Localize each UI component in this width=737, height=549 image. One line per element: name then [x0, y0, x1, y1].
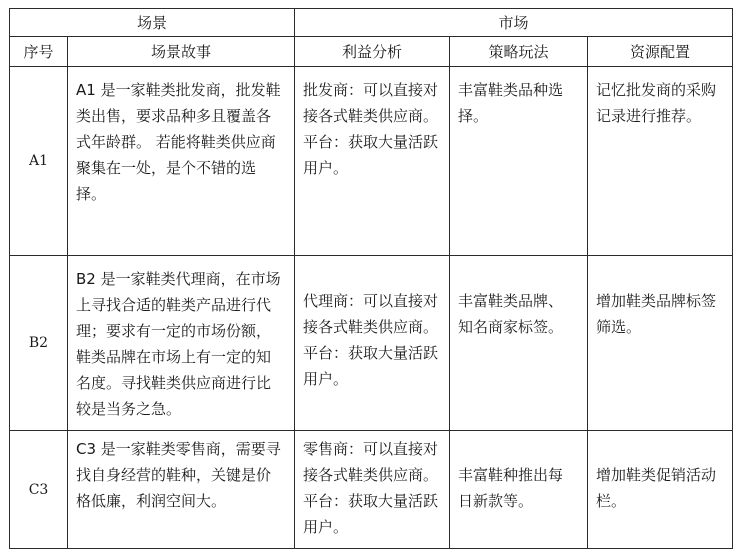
column-header-resource: 资源配置 [588, 37, 733, 67]
benefit-cell [295, 256, 450, 431]
strategy-cell [450, 67, 588, 256]
group-header-row [10, 9, 733, 37]
column-header-benefit: 利益分析 [295, 37, 450, 67]
column-header-strategy: 策略玩法 [450, 37, 588, 67]
column-header-id: 序号 [10, 37, 68, 67]
row-id: A1 [10, 67, 68, 256]
benefit-cell [295, 431, 450, 549]
row-id: B2 [10, 256, 68, 431]
resource-text: 记忆批发商的采购记录进行推荐。 [596, 81, 717, 125]
group-header-market: 市场 [295, 9, 733, 37]
story-cell [68, 431, 295, 549]
row-id: C3 [10, 431, 68, 549]
strategy-text: 丰富鞋类品种选择。 [458, 81, 564, 125]
group-header-scenario: 场景 [10, 9, 295, 37]
resource-cell [588, 256, 733, 431]
resource-text: 增加鞋类促销活动栏。 [596, 466, 717, 510]
strategy-cell [450, 431, 588, 549]
resource-cell [588, 67, 733, 256]
benefit-text: 代理商：可以直接对接各式鞋类供应商。 平台：获取大量活跃用户。 [303, 292, 439, 388]
resource-text: 增加鞋类品牌标签筛选。 [596, 292, 717, 336]
column-header-story: 场景故事 [68, 37, 295, 67]
story-cell [68, 67, 295, 256]
strategy-text: 丰富鞋种推出每日新款等。 [458, 466, 564, 510]
strategy-text: 丰富鞋类品牌、知名商家标签。 [458, 292, 564, 336]
benefit-cell [295, 67, 450, 256]
table-row [10, 431, 733, 549]
table-row [10, 256, 733, 431]
resource-cell [588, 431, 733, 549]
story-text: B2 是一家鞋类代理商，在市场上寻找合适的鞋类产品进行代理；要求有一定的市场份额，鞋类品牌在市场上有一定的知名度。寻找鞋类供应商进行比较是当务之急。 [76, 270, 281, 418]
story-text: A1 是一家鞋类批发商，批发鞋类出售，要求品种多且覆盖各式年龄群。 若能将鞋类供应商聚集在一处，是个不错的选择。 [76, 81, 281, 203]
benefit-text: 零售商：可以直接对接各式鞋类供应商。平台：获取大量活跃用户。 [303, 440, 439, 536]
column-header-row [10, 37, 733, 67]
story-text: C3 是一家鞋类零售商，需要寻找自身经营的鞋种，关键是价格低廉，利润空间大。 [76, 440, 281, 510]
benefit-text: 批发商：可以直接对接各式鞋类供应商。 平台：获取大量活跃用户。 [303, 81, 439, 177]
table-row [10, 67, 733, 256]
story-cell [68, 256, 295, 431]
strategy-cell [450, 256, 588, 431]
scenario-market-table [9, 8, 733, 549]
